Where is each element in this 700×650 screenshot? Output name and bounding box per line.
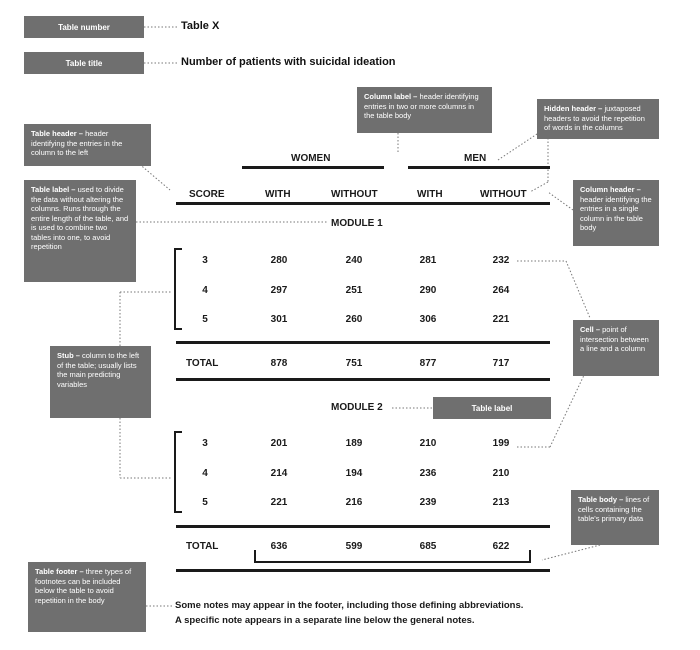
total-label-1: TOTAL [186,358,219,369]
group-header-women: WOMEN [291,153,331,164]
table-row-stub: 5 [202,314,208,325]
stub-callout [50,346,151,418]
table-body-callout [571,490,659,545]
table-cell: 297 [270,285,288,296]
table-title: Number of patients with suicidal ideation [181,56,396,68]
table-cell: 201 [270,438,288,449]
table-cell: 306 [419,314,437,325]
column-header-men-with: WITH [417,189,443,200]
column-label-callout-text: header identifying entries in two or more columns in the table body [364,92,479,120]
group-header-men: MEN [464,153,487,164]
table-row-stub: 5 [202,497,208,508]
column-header-women-without: WITHOUT [331,189,378,200]
total-cell: 878 [270,358,288,369]
table-cell: 236 [419,468,437,479]
total-top-rule-2 [176,525,550,528]
table-cell: 232 [492,255,510,266]
total-top-rule-1 [176,341,550,344]
table-body-callout-text: lines of cells containing the table's primary data [578,495,650,523]
column-label-callout [357,87,492,133]
hidden-header-callout-text: juxtaposed headers to avoid the repetition of words in the columns [544,104,645,132]
table-row-stub: 3 [202,438,208,449]
table-cell: 221 [492,314,510,325]
table-number-callout: Table number [24,16,144,38]
total-cell: 685 [419,541,437,552]
hidden-header-callout-title: Hidden header – [544,104,603,113]
table-cell: 216 [345,497,363,508]
total-cell: 599 [345,541,363,552]
column-header-women-with: WITH [265,189,291,200]
table-cell: 240 [345,255,363,266]
table-header-callout-text: header identifying the entries in the column to the left [31,129,123,157]
table-row-stub: 4 [202,285,208,296]
table-cell: 264 [492,285,510,296]
column-header-callout [573,180,659,246]
table-cell: 189 [345,438,363,449]
table-label-description-title: Table label – [31,185,76,194]
table-cell: 213 [492,497,510,508]
table-row-stub: 3 [202,255,208,266]
table-footer-callout-text: three types of footnotes can be included below the table to avoid repetition in the body [35,567,132,605]
total-cell: 717 [492,358,510,369]
footnote-specific: A specific note appears in a separate line below the general notes. [175,615,475,626]
footnote-general: Some notes may appear in the footer, including those defining abbreviations. [175,600,524,611]
hidden-header-callout [537,99,659,139]
table-footer-callout-title: Table footer – [35,567,84,576]
total-cell: 751 [345,358,363,369]
total-cell: 636 [270,541,288,552]
table-header-callout-title: Table header – [31,129,83,138]
column-header-men-without: WITHOUT [480,189,527,200]
column-label-callout-title: Column label – [364,92,418,101]
cell-callout [573,320,659,376]
total-cell: 622 [492,541,510,552]
total-cell: 877 [419,358,437,369]
table-cell: 280 [270,255,288,266]
header-rule [176,202,550,205]
module-1-label: MODULE 1 [331,218,383,229]
table-row-stub: 4 [202,468,208,479]
table-label-callout: Table label [433,397,551,419]
table-label-description-callout [24,180,136,282]
group-rule-men [408,166,550,169]
column-header-callout-title: Column header – [580,185,641,194]
total-bottom-rule-2 [176,569,550,572]
stub-callout-text: column to the left of the table; usually lists the main predicting variables [57,351,140,389]
column-header-callout-text: header identifying the entries in a single column in the table body [580,194,652,232]
table-header-callout [24,124,151,166]
stub-callout-title: Stub – [57,351,80,360]
table-title-callout: Table title [24,52,144,74]
table-cell: 214 [270,468,288,479]
module-2-label: MODULE 2 [331,402,383,413]
table-cell: 239 [419,497,437,508]
table-cell: 199 [492,438,510,449]
table-footer-callout [28,562,146,632]
table-number: Table X [181,20,220,32]
table-cell: 251 [345,285,363,296]
table-cell: 194 [345,468,363,479]
total-label-2: TOTAL [186,541,219,552]
cell-callout-text: point of intersection between a line and a column [580,325,649,353]
table-label-description-text: used to divide the data without altering the columns. Runs through the entire length of the table, and is used to combine two tables into one, to avoid repetition [31,185,129,251]
table-cell: 281 [419,255,437,266]
table-cell: 260 [345,314,363,325]
cell-callout-title: Cell – [580,325,601,334]
table-cell: 290 [419,285,437,296]
group-rule-women [242,166,384,169]
table-cell: 221 [270,497,288,508]
total-bottom-rule-1 [176,378,550,381]
table-cell: 301 [270,314,288,325]
column-header-score: SCORE [189,189,225,200]
table-cell: 210 [419,438,437,449]
table-cell: 210 [492,468,510,479]
table-body-callout-title: Table body – [578,495,624,504]
